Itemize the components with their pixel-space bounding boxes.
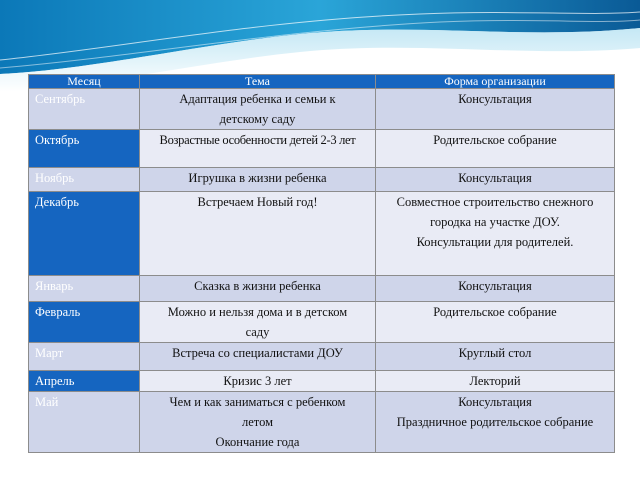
- topic-line: саду: [245, 325, 270, 339]
- column-header-form: Форма организации: [376, 75, 615, 89]
- form-line: Родительское собрание: [433, 133, 557, 147]
- form-cell: [376, 130, 615, 168]
- table-row: [29, 371, 615, 392]
- topic-line: Встречаем Новый год!: [197, 195, 318, 209]
- table-row: [29, 343, 615, 371]
- topic-line: летом: [241, 415, 273, 429]
- month-cell: Ноябрь: [29, 168, 140, 192]
- parent-work-plan-table: [28, 74, 615, 453]
- column-header-topic: Тема: [140, 75, 376, 89]
- month-cell: Октябрь: [29, 130, 140, 168]
- month-cell: Сентябрь: [29, 89, 140, 130]
- form-line: Консультация: [458, 92, 532, 106]
- form-line: городка на участке ДОУ.: [430, 215, 560, 229]
- form-cell: [376, 192, 615, 276]
- table-row: [29, 89, 615, 130]
- column-header-month: Месяц: [29, 75, 140, 89]
- form-cell: [376, 392, 615, 453]
- topic-line: Окончание года: [215, 435, 300, 449]
- topic-cell: [140, 343, 376, 371]
- topic-cell: [140, 276, 376, 302]
- month-cell: Март: [29, 343, 140, 371]
- topic-line: Кризис 3 лет: [223, 374, 292, 388]
- form-line: Консультация: [458, 395, 532, 409]
- form-cell: [376, 343, 615, 371]
- form-line: Лекторий: [469, 374, 521, 388]
- form-line: Круглый стол: [458, 346, 532, 360]
- topic-line: Сказка в жизни ребенка: [194, 279, 321, 293]
- form-cell: [376, 89, 615, 130]
- table-row: [29, 192, 615, 276]
- form-line: Консультация: [458, 171, 532, 185]
- form-line: Родительское собрание: [433, 305, 557, 319]
- form-cell: [376, 276, 615, 302]
- topic-line: Игрушка в жизни ребенка: [188, 171, 327, 185]
- month-cell: Декабрь: [29, 192, 140, 276]
- form-line: Консультация: [458, 279, 532, 293]
- topic-line: Чем и как заниматься с ребенком: [169, 395, 346, 409]
- topic-cell: [140, 371, 376, 392]
- topic-line: Адаптация ребенка и семьи к: [179, 92, 336, 106]
- form-cell: [376, 371, 615, 392]
- topic-cell: [140, 168, 376, 192]
- topic-line: Встреча со специалистами ДОУ: [172, 346, 343, 360]
- topic-cell: [140, 302, 376, 343]
- table-row: [29, 130, 615, 168]
- table-row: [29, 168, 615, 192]
- table-header-row: [29, 75, 615, 89]
- topic-cell: [140, 130, 376, 168]
- plan-table-container: [28, 74, 614, 453]
- table-row: [29, 276, 615, 302]
- topic-line: Можно и нельзя дома и в детском: [167, 305, 348, 319]
- form-cell: [376, 302, 615, 343]
- form-line: Праздничное родительское собрание: [396, 415, 594, 429]
- month-cell: Апрель: [29, 371, 140, 392]
- form-line: Совместное строительство снежного: [396, 195, 594, 209]
- month-cell: Январь: [29, 276, 140, 302]
- topic-line: детскому саду: [219, 112, 296, 126]
- topic-cell: [140, 89, 376, 130]
- form-cell: [376, 168, 615, 192]
- month-cell: Февраль: [29, 302, 140, 343]
- table-row: [29, 392, 615, 453]
- topic-line: Возрастные особенности детей 2-3 лет: [159, 133, 356, 147]
- form-line: Консультации для родителей.: [416, 235, 574, 249]
- topic-cell: [140, 392, 376, 453]
- month-cell: Май: [29, 392, 140, 453]
- topic-cell: [140, 192, 376, 276]
- table-row: [29, 302, 615, 343]
